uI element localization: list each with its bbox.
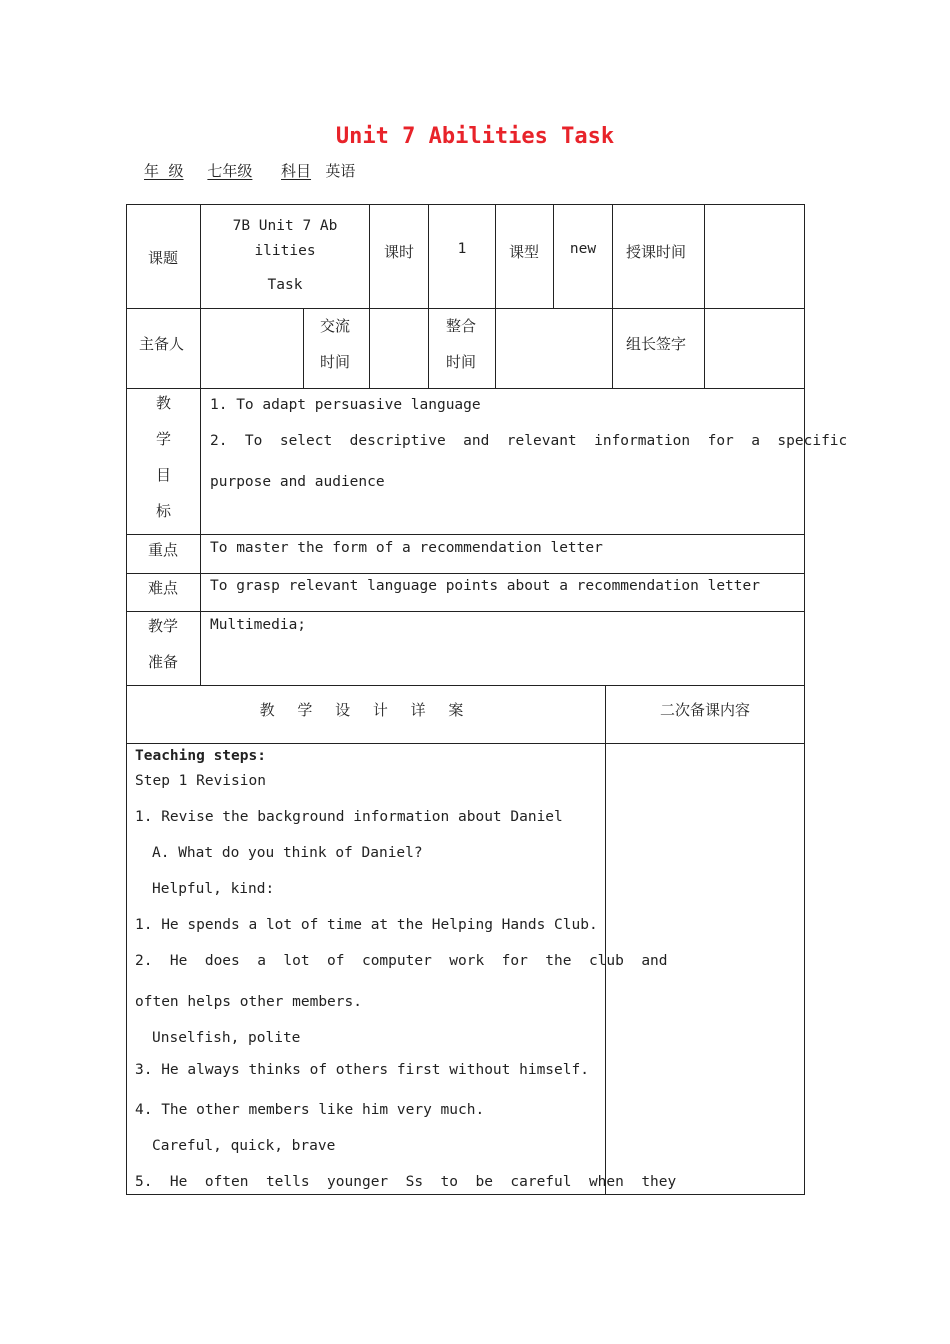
grade-label: 年 级 [144, 162, 184, 180]
teaching-prep-text: Multimedia; [210, 617, 307, 633]
type-value: new [569, 241, 597, 257]
step-line: Helpful, kind: [152, 881, 275, 897]
exchange-label-2: 时间 [320, 353, 351, 371]
secondary-prep-header: 二次备课内容 [659, 701, 750, 719]
topic-label: 课题 [148, 249, 179, 267]
objective-1: 1. To adapt persuasive language [210, 397, 481, 413]
exchange-label-1: 交流 [320, 317, 351, 335]
grade-value: 七年级 [207, 162, 253, 180]
difficult-point-label: 难点 [148, 579, 179, 597]
key-point-label: 重点 [148, 541, 179, 559]
step-line: A. What do you think of Daniel? [152, 845, 423, 861]
step-line: 1. He spends a lot of time at the Helping Hands Club. [135, 917, 598, 933]
step-line: 3. He always thinks of others first without himself. [135, 1062, 589, 1078]
type-label: 课型 [509, 243, 540, 261]
step-line: Step 1 Revision [135, 773, 266, 789]
topic-value-line2: ilities [254, 243, 316, 259]
objectives-label-1: 教 [156, 394, 172, 412]
objective-2a: 2. To select descriptive and relevant information for a specific [210, 433, 848, 449]
period-value: 1 [457, 241, 467, 257]
objectives-label-2: 学 [156, 430, 172, 448]
step-line: 5. He often tells younger Ss to be careful when they [135, 1174, 677, 1190]
subject-value: 英语 [325, 162, 356, 180]
document-title: Unit 7 Abilities Task [335, 124, 615, 149]
step-line: 1. Revise the background information about Daniel [135, 809, 563, 825]
objectives-label-4: 标 [156, 502, 172, 520]
teaching-prep-label-1: 教学 [148, 617, 179, 635]
difficult-point-text: To grasp relevant language points about a recommendation letter [210, 578, 760, 594]
step-line: 4. The other members like him very much. [135, 1102, 485, 1118]
step-line: Careful, quick, brave [152, 1138, 336, 1154]
design-header: 教 学 设 计 详 案 [259, 701, 473, 719]
teaching-prep-label-2: 准备 [148, 653, 179, 671]
topic-value-line1: 7B Unit 7 Ab [232, 218, 338, 234]
integrate-label-1: 整合 [446, 317, 477, 335]
objectives-label-3: 目 [156, 466, 172, 484]
step-line: 2. He does a lot of computer work for the club and [135, 953, 668, 969]
period-label: 课时 [384, 243, 415, 261]
signature-label: 组长签字 [626, 335, 687, 353]
steps-heading: Teaching steps: [135, 748, 266, 764]
objective-2b: purpose and audience [210, 474, 385, 490]
key-point-text: To master the form of a recommendation letter [210, 540, 603, 556]
integrate-label-2: 时间 [446, 353, 477, 371]
time-label: 授课时间 [626, 243, 687, 261]
step-line: Unselfish, polite [152, 1030, 301, 1046]
meta-line [144, 160, 355, 181]
step-line: often helps other members. [135, 994, 362, 1010]
topic-value-line3: Task [267, 277, 303, 293]
subject-label: 科目 [281, 162, 312, 180]
prep-label: 主备人 [139, 335, 185, 353]
